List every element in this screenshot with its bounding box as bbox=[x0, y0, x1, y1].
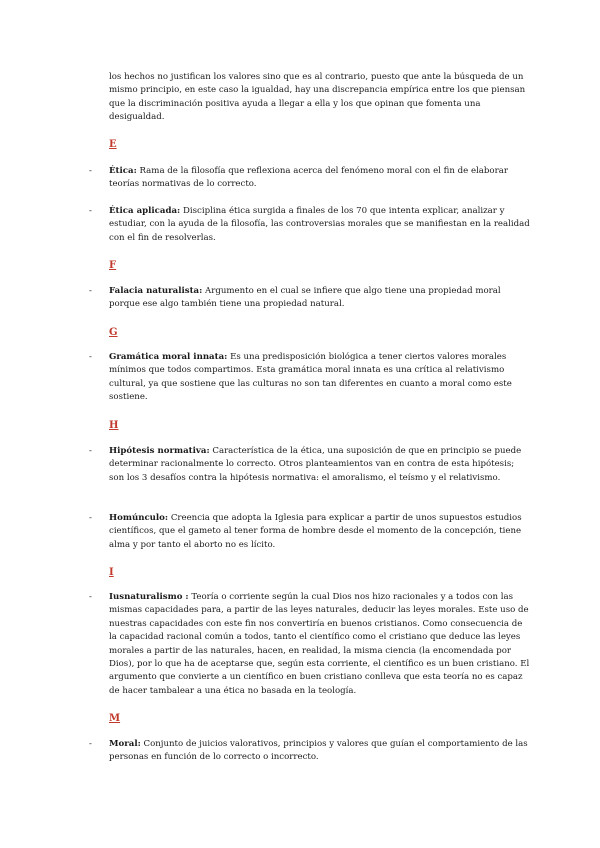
section-letter-g: G bbox=[109, 327, 118, 338]
bullet-dash: - bbox=[89, 513, 92, 523]
section-letter-i: I bbox=[109, 567, 114, 578]
entry-definition: Es una predisposición biológica a tener ciertos valores morales mínimos que todos compartimos. Esta gramática moral innata es una crítica al relativismo cultural, ya que sostiene que las culturas no son tan diferentes en cuanto a moral como este sostiene. bbox=[109, 352, 512, 403]
section-letter-h: H bbox=[109, 420, 119, 431]
section-letter-f: F bbox=[109, 260, 117, 271]
entry-term: Ética aplicada: bbox=[109, 206, 181, 216]
entry-term: Gramática moral innata: bbox=[109, 352, 228, 362]
bullet-dash: - bbox=[89, 446, 92, 456]
entry-term: Homúnculo: bbox=[109, 513, 169, 523]
glossary-entry-iusnaturalismo bbox=[89, 591, 531, 698]
section-letter-e: E bbox=[109, 139, 117, 150]
entry-term: Ética: bbox=[109, 166, 137, 176]
entry-term: Iusnaturalismo : bbox=[109, 592, 189, 602]
section-letter-m: M bbox=[109, 713, 121, 724]
entry-term: Falacia naturalista: bbox=[109, 286, 203, 296]
glossary-entry-homunculo bbox=[89, 512, 531, 552]
bullet-dash: - bbox=[89, 206, 92, 216]
bullet-dash: - bbox=[89, 739, 92, 749]
entry-definition: Teoría o corriente según la cual Dios nos hizo racionales y a todos con las mismas capacidades para, a partir de las leyes naturales, deducir las leyes morales. Este uso de nuestras capacidades con este fin nos convertiría en buenos cristianos. Como consecuencia de la capacidad racional común a todos, tanto el científico como el cristiano que deduce las leyes morales a partir de las naturales, hacen, en realidad, la misma ciencia (la encomendada por Dios), por lo que ha de aceptarse que, según esta corriente, el científico es un buen cristiano. El argumento que convierte a un científico en buen cristiano conlleva que esta teoría no es capaz de hacer tambalear a una ética no basada en la teología. bbox=[109, 592, 530, 696]
entry-term: Moral: bbox=[109, 739, 141, 749]
entry-definition: Conjunto de juicios valorativos, principios y valores que guían el comportamiento de las personas en función de lo correcto o incorrecto. bbox=[109, 739, 528, 763]
bullet-dash: - bbox=[89, 592, 92, 602]
bullet-dash: - bbox=[89, 352, 92, 362]
entry-definition: Creencia que adopta la Iglesia para explicar a partir de unos supuestos estudios científicos, que el gameto al tener forma de hombre desde el momento de la concepción, tiene alma y por tanto el aborto no es lícito. bbox=[109, 513, 522, 550]
bullet-dash: - bbox=[89, 286, 92, 296]
entry-definition: Argumento en el cual se infiere que algo tiene una propiedad moral porque ese algo también tiene una propiedad natural. bbox=[109, 286, 501, 310]
entry-definition: Rama de la filosofía que reflexiona acerca del fenómeno moral con el fin de elaborar teorías normativas de lo correcto. bbox=[109, 166, 508, 190]
bullet-dash: - bbox=[89, 166, 92, 176]
glossary-entry-hipotesis-normativa bbox=[89, 445, 531, 485]
entry-definition: Característica de la ética, una suposición de que en principio se puede determinar racionalmente lo correcto. Otros planteamientos van en contra de esta hipótesis; son los 3 desafíos contra la hipótesis normativa: el amoralismo, el teísmo y el relativismo. bbox=[109, 446, 522, 483]
glossary-entry-gramatica-moral-innata bbox=[89, 351, 531, 405]
glossary-entry-etica bbox=[89, 165, 531, 192]
glossary-entry-etica-aplicada bbox=[89, 205, 531, 245]
entry-definition: Disciplina ética surgida a finales de los 70 que intenta explicar, analizar y estudiar, con la ayuda de la filosofía, las controversias morales que se manifiestan en la realidad con el fin de resolverlas. bbox=[109, 206, 530, 243]
glossary-entry-moral bbox=[89, 738, 531, 765]
glossary-entry-falacia-naturalista bbox=[89, 285, 531, 312]
entry-term: Hipótesis normativa: bbox=[109, 446, 210, 456]
intro-paragraph: los hechos no justifican los valores sino que es al contrario, puesto que ante la búsqueda de un mismo principio, en este caso la igualdad, hay una discrepancia empírica entre los que piensan que la discriminación positiva ayuda a llegar a ella y los que opinan que fomenta una desigualdad. bbox=[109, 72, 526, 123]
